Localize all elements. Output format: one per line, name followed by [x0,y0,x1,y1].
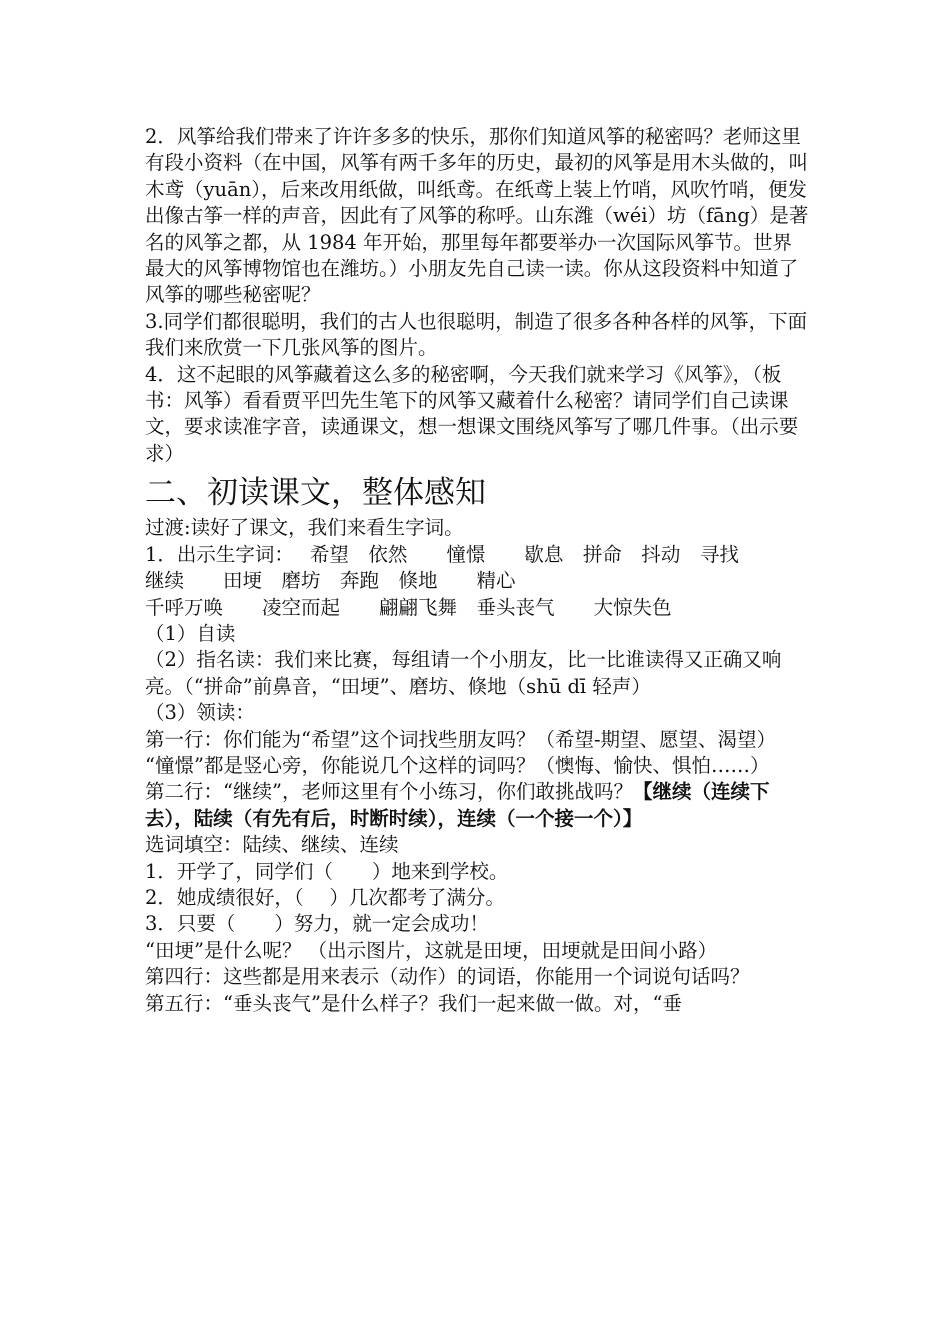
section-heading: 二、初读课文，整体感知 [145,475,486,512]
fill-blank-title: 选词填空：陆续、继续、连续 [145,833,399,857]
fill-blank-item-3: 3．只要（ ）努力，就一定会成功！ [145,912,489,936]
vocab-line-2: 继续 田埂 磨坊 奔跑 倏地 精心 [145,569,516,593]
row-one-followup: “憧憬”都是竖心旁，你能说几个这样的词吗？（懊悔、愉快、惧怕……） [145,753,770,777]
row-one-text: 第一行：你们能为“希望”这个词找些朋友吗？（希望-期望、愿望、渴望） [145,727,777,751]
fill-blank-item-1: 1．开学了，同学们（ ）地来到学校。 [145,859,509,883]
row-four-text: 第四行：这些都是用来表示（动作）的词语，你能用一个词说句话吗？ [145,965,750,989]
fill-blank-item-2: 2．她成绩很好，（ ）几次都考了满分。 [145,885,505,909]
row-two-definitions: 【继续（连续下去），陆续（有先有后，时断时续），连续（一个接一个）】 [145,780,770,830]
step-name-read: （2）指名读：我们来比赛，每组请一个小朋友，比一比谁读得又正确又响亮。（“拼命”前鼻音，“田埂”、磨坊、倏地（shū dī 轻声） [145,648,782,698]
transition-text: 过渡:读好了课文，我们来看生字词。 [145,516,464,540]
paragraph-kite-secrets: 2．风筝给我们带来了许许多多的快乐，那你们知道风筝的秘密吗？老师这里有段小资料（在中国，风筝有两千多年的历史，最初的风筝是用木头做的，叫木鸢（yuān），后来改用纸做，叫纸鸢。在纸鸢上装上竹哨，风吹竹哨，便发出像古筝一样的声音，因此有了风筝的称呼。山东潍（wéi）坊（fāng）是著名的风筝之都，从 1984 年开始，那里每年都要举办一次国际风筝节。世界最大的风筝博物馆也在潍坊。）小朋友先自己读一读。你从这段资料中知道了风筝的哪些秘密呢？ [145,125,809,307]
vocab-line-3: 千呼万唤 凌空而起 翩翩飞舞 垂头丧气 大惊失色 [145,595,672,619]
paragraph-lesson-intro: 4．这不起眼的风筝藏着这么多的秘密啊，今天我们就来学习《风筝》，（板书：风筝）看看贾平凹先生笔下的风筝又藏着什么秘密？请同学们自己读课文，要求读准字音，读通课文，想一想课文围绕风筝写了哪几件事。（出示要求） [145,362,799,465]
row-two-text [145,779,810,832]
step-self-read: （1）自读 [145,621,236,645]
row-two-prefix: 第二行：“继续”，老师这里有个小练习，你们敢挑战吗？ [145,780,633,804]
row-five-text: 第五行：“垂头丧气”是什么样子？我们一起来做一做。对，“垂 [145,991,682,1015]
tiangeng-text: “田埂”是什么呢？ （出示图片，这就是田埂，田埂就是田间小路） [145,938,718,962]
document-page [145,124,810,1017]
paragraph-ancient-kites: 3.同学们都很聪明，我们的古人也很聪明，制造了很多各种各样的风筝，下面我们来欣赏一下几张风筝的图片。 [145,309,808,360]
step-lead-read: （3）领读： [145,701,255,725]
vocab-line-1: 1．出示生字词： 希望 依然 憧憬 歇息 拼命 抖动 寻找 [145,542,739,566]
